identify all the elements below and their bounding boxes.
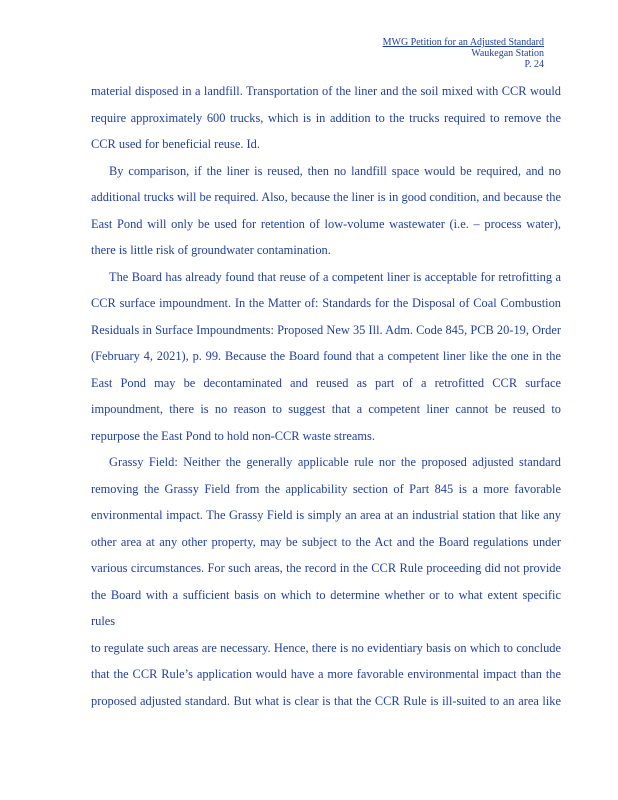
body-line: Grassy Field: Neither the generally applicable rule nor the proposed adjusted standard [109,455,561,469]
body-line: other area at any other property, may be subject to the Act and the Board regulations under [91,534,561,549]
body-line: environmental impact. The Grassy Field is simply an area at an industrial station that like any [91,508,561,522]
body-line: material disposed in a landfill. Transportation of the liner and the soil mixed with CCR would [91,84,561,98]
document-body [91,78,561,714]
body-line: removing the Grassy Field from the applicability section of Part 845 is a more favorable [91,481,561,496]
body-line: CCR surface impoundment. In the Matter of: Standards for the Disposal of Coal Combustion [91,296,561,310]
header-station-name: Waukegan Station [471,48,544,59]
body-line: to regulate such areas are necessary. Hence, there is no evidentiary basis on which to conclude [91,640,561,655]
body-line: repurpose the East Pond to hold non-CCR waste streams. [91,428,375,443]
body-line: Residuals in Surface Impoundments: Proposed New 35 Ill. Adm. Code 845, PCB 20-19, Order [91,322,561,337]
body-line: there is little risk of groundwater contamination. [91,243,331,257]
body-line: additional trucks will be required. Also, because the liner is in good condition, and because the [91,190,561,204]
body-line: East Pond may be decontaminated and reused as part of a retrofitted CCR surface [91,375,561,390]
page-header [383,37,544,70]
body-line: that the CCR Rule’s application would have a more favorable environmental impact than the [91,667,561,681]
body-line: By comparison, if the liner is reused, then no landfill space would be required, and no [109,163,561,178]
body-line: The Board has already found that reuse of a competent liner is acceptable for retrofitting a [109,269,561,284]
body-line: East Pond will only be used for retention of low-volume wastewater (i.e. – process water), [91,216,561,231]
header-page-number: P. 24 [524,59,544,70]
body-line: various circumstances. For such areas, the record in the CCR Rule proceeding did not provide [91,561,561,575]
body-line: impoundment, there is no reason to suggest that a competent liner cannot be reused to [91,402,561,416]
body-line: require approximately 600 trucks, which is in addition to the trucks required to remove the [91,110,561,125]
body-line: the Board with a sufficient basis on which to determine whether or to what extent specific rules [91,587,561,628]
body-line: (February 4, 2021), p. 99. Because the Board found that a competent liner like the one in the [91,349,561,363]
header-petition-title: MWG Petition for an Adjusted Standard [382,37,544,48]
body-line: CCR used for beneficial reuse. Id. [91,137,260,151]
body-line: proposed adjusted standard. But what is clear is that the CCR Rule is ill-suited to an area like [91,693,561,708]
